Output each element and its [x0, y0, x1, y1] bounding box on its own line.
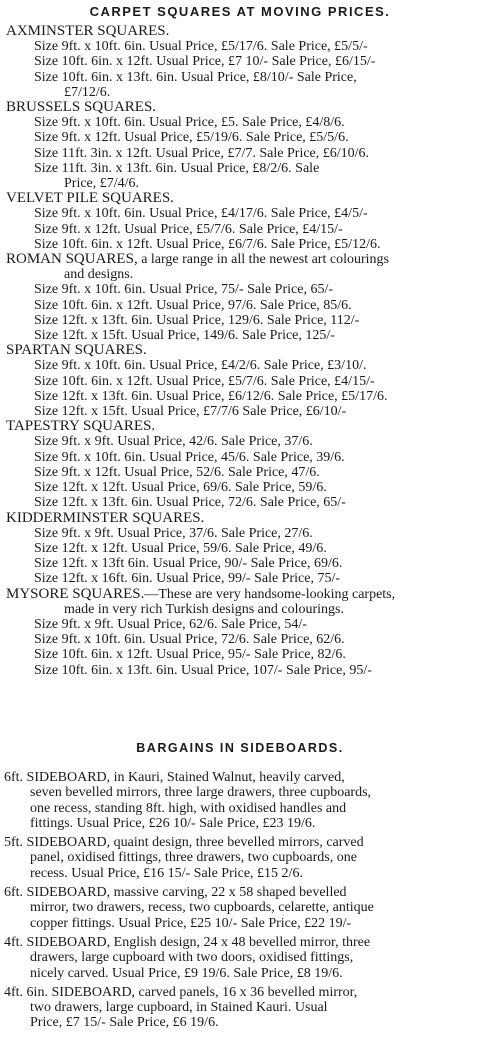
- sideboard-item-line: seven bevelled mirrors, three large drawers, three cupboards,: [30, 785, 372, 801]
- sideboards-section: [0, 736, 480, 1035]
- category-title-line: [4, 24, 476, 39]
- price-row: Size 9ft. x 10ft. 6in. Usual Price, £5. Sale Price, £4/8/6.: [34, 115, 345, 131]
- category-title: MYSORE SQUARES.: [6, 585, 145, 602]
- carpet-category-list: [4, 24, 476, 678]
- price-row: Size 12ft. x 12ft. Usual Price, 69/6. Sale Price, 59/6.: [34, 480, 327, 496]
- sideboard-item-line: fittings. Usual Price, £26 10/- Sale Price, £23 19/6.: [30, 815, 316, 831]
- price-row: Size 9ft. x 10ft. 6in. Usual Price, 72/6. Sale Price, 62/6.: [34, 632, 345, 648]
- price-row: Size 12ft. x 15ft. Usual Price, 149/6. Sale Price, 125/-: [34, 328, 335, 344]
- sideboard-item-line: nicely carved. Usual Price, £9 19/6. Sale Price, £8 19/6.: [30, 965, 343, 981]
- sideboard-item-line: mirror, two drawers, recess, two cupboards, celarette, antique: [30, 900, 374, 916]
- category-title: BRUSSELS SQUARES.: [6, 99, 157, 116]
- carpet-squares-section: [4, 0, 476, 678]
- price-row: Size 12ft. x 13ft. 6in. Usual Price, £6/12/6. Sale Price, £5/17/6.: [34, 388, 388, 404]
- price-row: Size 12ft. x 13ft 6in. Usual Price, 90/- Sale Price, 69/6.: [34, 556, 343, 572]
- sideboard-item-line: 4ft. SIDEBOARD, English design, 24 x 48 bevelled mirror, three: [4, 934, 371, 950]
- sideboard-item-list: [0, 770, 480, 1031]
- price-row: Size 9ft. x 9ft. Usual Price, 62/6. Sale Price, 54/-: [34, 616, 307, 632]
- price-row: Size 12ft. x 16ft. 6in. Usual Price, 99/- Sale Price, 75/-: [34, 571, 340, 587]
- sideboard-item-line: Price, £7 15/- Sale Price, £6 19/6.: [30, 1015, 219, 1031]
- sideboard-item-line: 6ft. SIDEBOARD, in Kauri, Stained Walnut, heavily carved,: [4, 770, 345, 785]
- price-row: Size 10ft. 6in. x 12ft. Usual Price, £5/7/6. Sale Price, £4/15/-: [34, 373, 375, 389]
- price-row-continued: Price, £7/4/6.: [64, 176, 140, 192]
- category-title-line: [4, 511, 476, 526]
- price-row: Size 9ft. x 9ft. Usual Price, 42/6. Sale Price, 37/6.: [34, 434, 313, 450]
- price-row: Size 11ft. 3in. x 12ft. Usual Price, £7/7. Sale Price, £6/10/6.: [34, 145, 370, 161]
- sideboard-item-line: copper fittings. Usual Price, £25 10/- Sale Price, £22 19/-: [30, 915, 352, 931]
- carpet-squares-heading: CARPET SQUARES AT MOVING PRICES.: [89, 4, 391, 19]
- sideboard-item: [4, 835, 476, 881]
- price-row: Size 12ft. x 12ft. Usual Price, 59/6. Sale Price, 49/6.: [34, 540, 327, 556]
- category-note: a large range in all the newest art colourings: [137, 252, 389, 268]
- price-row: Size 9ft. x 12ft. Usual Price, £5/7/6. Sale Price, £4/15/-: [34, 221, 343, 237]
- sideboard-item-line: 4ft. 6in. SIDEBOARD, carved panels, 16 x 36 bevelled mirror,: [4, 984, 358, 1000]
- sideboard-item-line: drawers, large cupboard with two doors, oxidised fittings,: [30, 950, 354, 966]
- category-title-line: [4, 191, 476, 206]
- price-row: Size 10ft. 6in. x 13ft. 6in. Usual Price, £8/10/- Sale Price,: [34, 69, 357, 85]
- category-note: —These are very handsome-looking carpets,: [144, 586, 396, 602]
- category-title-line: [4, 587, 476, 602]
- sideboard-item-line: two drawers, large cupboard, in Stained Kauri. Usual: [30, 1000, 328, 1016]
- sideboard-item: [4, 985, 476, 1031]
- price-row: Size 11ft. 3in. x 13ft. 6in. Usual Price, £8/2/6. Sale: [34, 160, 320, 176]
- price-row: Size 12ft. x 13ft. 6in. Usual Price, 72/6. Sale Price, 65/-: [34, 495, 346, 511]
- price-row: Size 9ft. x 12ft. Usual Price, 52/6. Sale Price, 47/6.: [34, 464, 320, 480]
- category-title: AXMINSTER SQUARES.: [6, 23, 170, 39]
- price-row: Size 10ft. 6in. x 12ft. Usual Price, £7 10/- Sale Price, £6/15/-: [34, 54, 376, 70]
- price-row: Size 9ft. x 9ft. Usual Price, 37/6. Sale Price, 27/6.: [34, 525, 313, 541]
- price-row: Size 9ft. x 10ft. 6in. Usual Price, 45/6. Sale Price, 39/6.: [34, 449, 345, 465]
- sideboard-item-line: panel, oxidised fittings, three drawers, two cupboards, one: [30, 850, 357, 866]
- price-row: Size 9ft. x 10ft. 6in. Usual Price, £4/17/6. Sale Price, £4/5/-: [34, 206, 368, 222]
- price-row-continued: £7/12/6.: [64, 84, 111, 100]
- category-title: TAPESTRY SQUARES.: [6, 418, 156, 435]
- price-row: Size 9ft. x 12ft. Usual Price, £5/19/6. Sale Price, £5/5/6.: [34, 130, 349, 146]
- price-row: Size 9ft. x 10ft. 6in. Usual Price, 75/- Sale Price, 65/-: [34, 282, 333, 298]
- sideboards-heading: BARGAINS IN SIDEBOARDS.: [136, 741, 344, 755]
- price-row: Size 12ft. x 13ft. 6in. Usual Price, 129/6. Sale Price, 112/-: [34, 312, 360, 328]
- price-row: Size 12ft. x 15ft. Usual Price, £7/7/6 Sale Price, £6/10/-: [34, 404, 347, 420]
- sideboard-item-line: one recess, standing 8ft. high, with oxidised handles and: [30, 800, 347, 816]
- sideboard-item: [4, 770, 476, 831]
- spacer: [0, 760, 480, 770]
- category-title-line: [4, 343, 476, 358]
- category-title-line: [4, 252, 476, 267]
- price-row: Size 9ft. x 10ft. 6in. Usual Price, £4/2/6. Sale Price, £3/10/.: [34, 358, 367, 374]
- price-row: Size 10ft. 6in. x 13ft. 6in. Usual Price, 107/- Sale Price, 95/-: [34, 662, 372, 678]
- category-title: SPARTAN SQUARES.: [6, 342, 147, 359]
- price-row: Size 10ft. 6in. x 12ft. Usual Price, 95/- Sale Price, 82/6.: [34, 647, 346, 663]
- category-title: ROMAN SQUARES,: [6, 251, 138, 268]
- price-row: Size 9ft. x 10ft. 6in. Usual Price, £5/17/6. Sale Price, £5/5/-: [34, 39, 368, 55]
- sideboard-item-line: 6ft. SIDEBOARD, massive carving, 22 x 58 shaped bevelled: [4, 885, 347, 901]
- category-title-line: [4, 419, 476, 434]
- price-row: Size 10ft. 6in. x 12ft. Usual Price, £6/7/6. Sale Price, £5/12/6.: [34, 236, 381, 252]
- sideboard-item-line: 5ft. SIDEBOARD, quaint design, three bevelled mirrors, carved: [4, 835, 364, 851]
- sideboard-item: [4, 885, 476, 931]
- category-note-continued: and designs.: [64, 267, 134, 283]
- category-note-continued: made in very rich Turkish designs and colourings.: [64, 601, 344, 617]
- category-title: KIDDERMINSTER SQUARES.: [6, 509, 205, 526]
- category-title-line: [4, 100, 476, 115]
- price-row: Size 10ft. 6in. x 12ft. Usual Price, 97/6. Sale Price, 85/6.: [34, 297, 352, 313]
- sideboard-item: [4, 935, 476, 981]
- sideboard-item-line: recess. Usual Price, £16 15/- Sale Price, £15 2/6.: [30, 865, 303, 881]
- category-title: VELVET PILE SQUARES.: [6, 190, 174, 207]
